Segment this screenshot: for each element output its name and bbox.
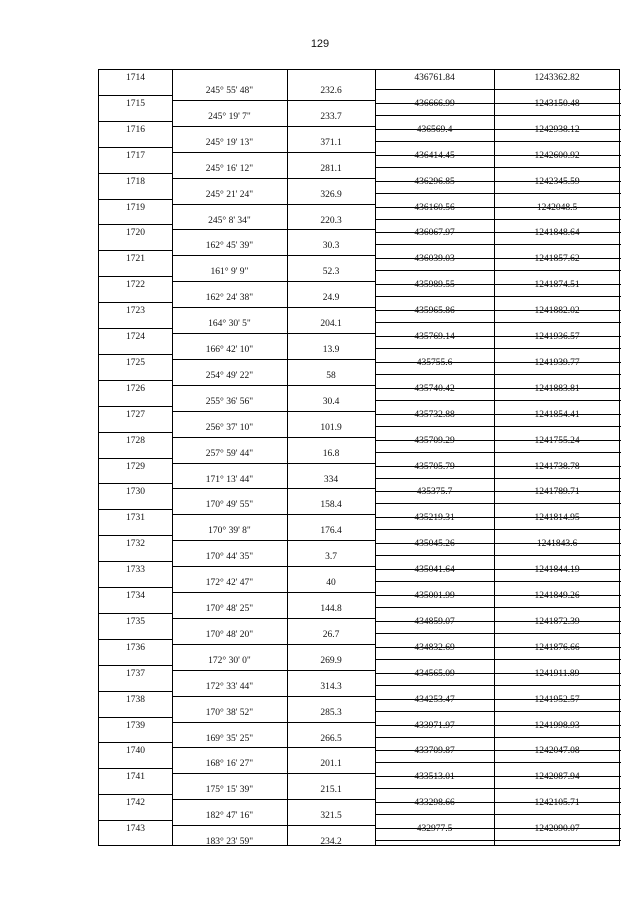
segment-length: 233.7 bbox=[320, 111, 342, 122]
row-divider bbox=[375, 503, 621, 504]
direction-angle: 257° 59' 44" bbox=[205, 448, 254, 459]
row-divider bbox=[172, 385, 375, 386]
point-number: 1715 bbox=[126, 98, 145, 109]
direction-angle: 161° 9' 9" bbox=[210, 267, 249, 278]
row-divider bbox=[172, 281, 375, 282]
row-divider bbox=[375, 581, 621, 582]
row-divider bbox=[375, 322, 621, 323]
row-divider bbox=[172, 618, 375, 619]
row-divider bbox=[172, 514, 375, 515]
y-coordinate: 1241789.71 bbox=[534, 487, 580, 498]
row-divider bbox=[172, 463, 375, 464]
row-divider bbox=[172, 333, 375, 334]
x-coordinate: 435041.64 bbox=[414, 565, 455, 576]
row-divider bbox=[99, 302, 172, 303]
row-divider bbox=[99, 406, 172, 407]
row-divider bbox=[375, 478, 621, 479]
segment-length: 101.9 bbox=[320, 422, 342, 433]
x-coordinate: 436067.97 bbox=[414, 228, 455, 239]
x-coordinate: 436666.99 bbox=[414, 98, 455, 109]
row-divider bbox=[99, 587, 172, 588]
x-coordinate: 433971.97 bbox=[414, 720, 455, 731]
point-number: 1730 bbox=[126, 487, 145, 498]
point-number: 1741 bbox=[126, 772, 145, 783]
row-divider bbox=[99, 794, 172, 795]
row-divider bbox=[375, 529, 621, 530]
row-divider bbox=[375, 270, 621, 271]
row-divider bbox=[375, 814, 621, 815]
y-coordinate: 1241738.78 bbox=[534, 461, 580, 472]
row-divider bbox=[99, 380, 172, 381]
direction-angle: 175° 15' 39" bbox=[205, 785, 254, 796]
y-coordinate: 1241911.89 bbox=[534, 668, 580, 679]
row-divider bbox=[375, 633, 621, 634]
direction-angle: 168° 16' 27" bbox=[205, 759, 254, 770]
segment-length: 220.3 bbox=[320, 215, 342, 226]
segment-length: 30.4 bbox=[322, 396, 340, 407]
direction-angle: 170° 48' 25" bbox=[205, 604, 254, 614]
row-divider bbox=[99, 173, 172, 174]
x-coordinate: 435001.99 bbox=[414, 591, 455, 601]
x-coordinate: 436296.85 bbox=[414, 176, 455, 187]
point-number: 1722 bbox=[126, 280, 145, 291]
row-divider bbox=[375, 115, 621, 116]
x-coordinate: 435705.79 bbox=[414, 461, 455, 472]
segment-length: 234.2 bbox=[320, 837, 342, 848]
point-number: 1714 bbox=[126, 73, 145, 83]
row-divider bbox=[172, 722, 375, 723]
y-coordinate: 1242938.12 bbox=[534, 124, 580, 135]
direction-angle: 166° 42' 10" bbox=[205, 345, 254, 355]
segment-length: 30.3 bbox=[322, 241, 340, 252]
row-divider bbox=[375, 737, 621, 738]
point-number: 1735 bbox=[126, 616, 145, 627]
row-divider bbox=[172, 126, 375, 127]
x-coordinate: 436761.84 bbox=[414, 73, 455, 83]
row-divider bbox=[375, 348, 621, 349]
y-coordinate: 1241874.51 bbox=[534, 280, 580, 291]
x-coordinate: 433709.87 bbox=[414, 746, 455, 757]
row-divider bbox=[172, 566, 375, 567]
row-divider bbox=[172, 825, 375, 826]
x-coordinate: 435709.29 bbox=[414, 435, 455, 446]
y-coordinate: 1242047.08 bbox=[534, 746, 580, 757]
row-divider bbox=[172, 359, 375, 360]
row-divider bbox=[375, 685, 621, 686]
y-coordinate: 1241849.26 bbox=[534, 591, 580, 601]
point-number: 1723 bbox=[126, 306, 145, 317]
row-divider bbox=[99, 483, 172, 484]
direction-angle: 171° 13' 44" bbox=[205, 474, 254, 485]
direction-angle: 162° 24' 38" bbox=[205, 293, 254, 304]
y-coordinate: 1242345.59 bbox=[534, 176, 580, 187]
y-coordinate: 1241882.02 bbox=[534, 306, 580, 317]
row-divider bbox=[375, 840, 621, 841]
segment-length: 281.1 bbox=[320, 163, 342, 174]
row-divider bbox=[99, 639, 172, 640]
point-number: 1739 bbox=[126, 720, 145, 731]
row-divider bbox=[375, 141, 621, 142]
segment-length: 266.5 bbox=[320, 733, 342, 744]
point-number: 1737 bbox=[126, 668, 145, 679]
y-coordinate: 1241843.6 bbox=[536, 539, 578, 550]
segment-length: 371.1 bbox=[320, 137, 342, 148]
x-coordinate: 435219.31 bbox=[414, 513, 455, 524]
row-divider bbox=[99, 665, 172, 666]
direction-angle: 182° 47' 16" bbox=[205, 811, 254, 822]
row-divider bbox=[172, 488, 375, 489]
row-divider bbox=[99, 509, 172, 510]
x-coordinate: 435045.26 bbox=[414, 539, 455, 550]
x-coordinate: 435965.86 bbox=[414, 306, 455, 317]
row-divider bbox=[99, 354, 172, 355]
direction-angle: 245° 21' 24" bbox=[205, 189, 254, 200]
row-divider bbox=[375, 659, 621, 660]
x-coordinate: 436414.45 bbox=[414, 150, 455, 161]
y-coordinate: 1243362.82 bbox=[534, 73, 580, 83]
y-coordinate: 1241848.64 bbox=[534, 228, 580, 239]
segment-length: 176.4 bbox=[320, 526, 342, 537]
segment-length: 13.9 bbox=[322, 345, 340, 355]
column-divider bbox=[172, 70, 173, 845]
row-divider bbox=[172, 696, 375, 697]
y-coordinate: 1241844.19 bbox=[534, 565, 580, 576]
row-divider bbox=[375, 89, 621, 90]
direction-angle: 245° 8' 34" bbox=[208, 215, 251, 226]
x-coordinate: 436039.03 bbox=[414, 254, 455, 265]
row-divider bbox=[375, 452, 621, 453]
row-divider bbox=[99, 224, 172, 225]
y-coordinate: 1241876.66 bbox=[534, 642, 580, 653]
row-divider bbox=[172, 255, 375, 256]
row-divider bbox=[99, 458, 172, 459]
y-coordinate: 1242105.71 bbox=[534, 798, 580, 809]
direction-angle: 245° 19' 13" bbox=[205, 137, 254, 148]
x-coordinate: 434859.07 bbox=[414, 616, 455, 627]
direction-angle: 170° 39' 8" bbox=[208, 526, 251, 537]
segment-length: 285.3 bbox=[320, 707, 342, 718]
segment-length: 334 bbox=[323, 474, 339, 485]
row-divider bbox=[375, 762, 621, 763]
x-coordinate: 435740.42 bbox=[414, 383, 455, 394]
x-coordinate: 435769.14 bbox=[414, 332, 455, 342]
direction-angle: 254° 49' 22" bbox=[205, 370, 254, 381]
y-coordinate: 1243150.48 bbox=[534, 98, 580, 109]
x-coordinate: 435755.6 bbox=[416, 357, 453, 368]
y-coordinate: 1241857.62 bbox=[534, 254, 580, 265]
direction-angle: 245° 55' 48" bbox=[205, 86, 254, 96]
segment-length: 215.1 bbox=[320, 785, 342, 796]
column-divider bbox=[375, 70, 376, 845]
row-divider bbox=[375, 219, 621, 220]
row-divider bbox=[375, 711, 621, 712]
point-number: 1721 bbox=[126, 254, 145, 265]
row-divider bbox=[99, 691, 172, 692]
y-coordinate: 1241952.57 bbox=[534, 694, 580, 705]
point-number: 1717 bbox=[126, 150, 145, 161]
segment-length: 201.1 bbox=[320, 759, 342, 770]
row-divider bbox=[172, 307, 375, 308]
direction-angle: 170° 44' 35" bbox=[205, 552, 254, 563]
row-divider bbox=[172, 540, 375, 541]
direction-angle: 245° 16' 12" bbox=[205, 163, 254, 174]
direction-angle: 162° 45' 39" bbox=[205, 241, 254, 252]
x-coordinate: 432977.5 bbox=[416, 824, 453, 835]
row-divider bbox=[99, 250, 172, 251]
direction-angle: 245° 19' 7" bbox=[208, 111, 251, 122]
point-number: 1724 bbox=[126, 332, 145, 342]
coordinates-table bbox=[98, 69, 620, 846]
direction-angle: 170° 38' 52" bbox=[205, 707, 254, 718]
point-number: 1727 bbox=[126, 409, 145, 420]
row-divider bbox=[375, 193, 621, 194]
y-coordinate: 1241872.39 bbox=[534, 616, 580, 627]
row-divider bbox=[375, 788, 621, 789]
y-coordinate: 1241854.41 bbox=[534, 409, 580, 420]
y-coordinate: 1242048.5 bbox=[536, 202, 578, 213]
direction-angle: 183° 23' 59" bbox=[205, 837, 254, 848]
x-coordinate: 435989.55 bbox=[414, 280, 455, 291]
direction-angle: 164° 30' 5" bbox=[208, 319, 251, 330]
row-divider bbox=[172, 152, 375, 153]
row-divider bbox=[172, 100, 375, 101]
row-divider bbox=[375, 244, 621, 245]
row-divider bbox=[172, 773, 375, 774]
segment-length: 158.4 bbox=[320, 500, 342, 511]
point-number: 1728 bbox=[126, 435, 145, 446]
column-divider bbox=[494, 70, 495, 845]
direction-angle: 170° 48' 20" bbox=[205, 629, 254, 640]
row-divider bbox=[99, 742, 172, 743]
row-divider bbox=[375, 607, 621, 608]
segment-length: 321.5 bbox=[320, 811, 342, 822]
x-coordinate: 436160.56 bbox=[414, 202, 455, 213]
row-divider bbox=[172, 799, 375, 800]
row-divider bbox=[375, 374, 621, 375]
segment-length: 3.7 bbox=[325, 552, 337, 563]
point-number: 1720 bbox=[126, 228, 145, 239]
segment-length: 232.6 bbox=[320, 86, 342, 96]
y-coordinate: 1241755.24 bbox=[534, 435, 580, 446]
direction-angle: 170° 49' 55" bbox=[205, 500, 254, 511]
row-divider bbox=[99, 717, 172, 718]
x-coordinate: 435375.7 bbox=[416, 487, 453, 498]
row-divider bbox=[99, 121, 172, 122]
point-number: 1725 bbox=[126, 357, 145, 368]
page-number: 129 bbox=[310, 38, 330, 50]
row-divider bbox=[99, 276, 172, 277]
x-coordinate: 435732.88 bbox=[414, 409, 455, 420]
row-divider bbox=[99, 199, 172, 200]
row-divider bbox=[375, 400, 621, 401]
point-number: 1738 bbox=[126, 694, 145, 705]
y-coordinate: 1241998.93 bbox=[534, 720, 580, 731]
row-divider bbox=[99, 820, 172, 821]
row-divider bbox=[172, 670, 375, 671]
row-divider bbox=[375, 296, 621, 297]
point-number: 1736 bbox=[126, 642, 145, 653]
direction-angle: 255° 36' 56" bbox=[205, 396, 254, 407]
x-coordinate: 433513.01 bbox=[414, 772, 455, 783]
point-number: 1719 bbox=[126, 202, 145, 213]
x-coordinate: 434253.47 bbox=[414, 694, 455, 705]
row-divider bbox=[375, 426, 621, 427]
segment-length: 58 bbox=[326, 370, 336, 381]
row-divider bbox=[99, 561, 172, 562]
x-coordinate: 433298.66 bbox=[414, 798, 455, 809]
row-divider bbox=[99, 432, 172, 433]
y-coordinate: 1241936.57 bbox=[534, 332, 580, 342]
direction-angle: 172° 33' 44" bbox=[205, 681, 254, 692]
segment-length: 26.7 bbox=[322, 629, 340, 640]
point-number: 1732 bbox=[126, 539, 145, 550]
y-coordinate: 1242087.94 bbox=[534, 772, 580, 783]
point-number: 1731 bbox=[126, 513, 145, 524]
y-coordinate: 1241814.95 bbox=[534, 513, 580, 524]
segment-length: 52.3 bbox=[322, 267, 340, 278]
direction-angle: 172° 30' 0" bbox=[208, 655, 251, 666]
x-coordinate: 436569.4 bbox=[416, 124, 453, 135]
row-divider bbox=[172, 644, 375, 645]
y-coordinate: 1241883.81 bbox=[534, 383, 580, 394]
segment-length: 40 bbox=[326, 578, 336, 589]
segment-length: 144.8 bbox=[320, 604, 342, 614]
point-number: 1726 bbox=[126, 383, 145, 394]
y-coordinate: 1241939.77 bbox=[534, 357, 580, 368]
point-number: 1734 bbox=[126, 591, 145, 601]
x-coordinate: 434832.69 bbox=[414, 642, 455, 653]
row-divider bbox=[172, 229, 375, 230]
column-divider bbox=[287, 70, 288, 845]
segment-length: 204.1 bbox=[320, 319, 342, 330]
point-number: 1718 bbox=[126, 176, 145, 187]
point-number: 1733 bbox=[126, 565, 145, 576]
point-number: 1716 bbox=[126, 124, 145, 135]
row-divider bbox=[375, 167, 621, 168]
direction-angle: 172° 42' 47" bbox=[205, 578, 254, 589]
x-coordinate: 434565.09 bbox=[414, 668, 455, 679]
row-divider bbox=[172, 204, 375, 205]
row-divider bbox=[99, 768, 172, 769]
segment-length: 314.3 bbox=[320, 681, 342, 692]
row-divider bbox=[172, 411, 375, 412]
row-divider bbox=[172, 592, 375, 593]
segment-length: 24.9 bbox=[322, 293, 340, 304]
point-number: 1729 bbox=[126, 461, 145, 472]
point-number: 1743 bbox=[126, 824, 145, 835]
direction-angle: 256° 37' 10" bbox=[205, 422, 254, 433]
y-coordinate: 1242090.07 bbox=[534, 824, 580, 835]
point-number: 1740 bbox=[126, 746, 145, 757]
row-divider bbox=[99, 535, 172, 536]
direction-angle: 169° 35' 25" bbox=[205, 733, 254, 744]
segment-length: 326.9 bbox=[320, 189, 342, 200]
point-number: 1742 bbox=[126, 798, 145, 809]
row-divider bbox=[99, 328, 172, 329]
row-divider bbox=[172, 178, 375, 179]
segment-length: 269.9 bbox=[320, 655, 342, 666]
segment-length: 16.8 bbox=[322, 448, 340, 459]
y-coordinate: 1242600.92 bbox=[534, 150, 580, 161]
row-divider bbox=[99, 95, 172, 96]
row-divider bbox=[99, 613, 172, 614]
row-divider bbox=[375, 555, 621, 556]
row-divider bbox=[172, 747, 375, 748]
row-divider bbox=[99, 147, 172, 148]
row-divider bbox=[172, 437, 375, 438]
